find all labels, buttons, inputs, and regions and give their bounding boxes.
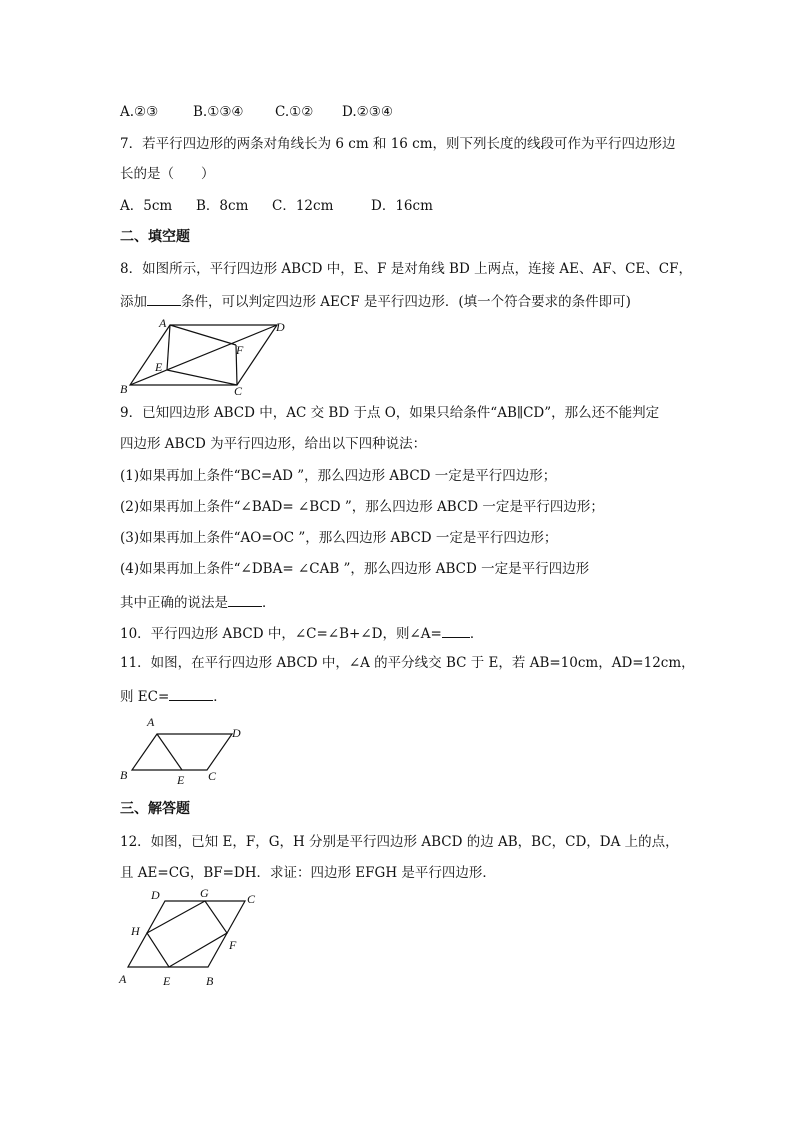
q11-answer-blank[interactable]: [169, 686, 213, 701]
q9-line1: 9．已知四边形 ABCD 中，AC 交 BD 于点 O，如果只给条件“AB∥CD”，那么还不能判定: [120, 405, 660, 421]
q8-label-e: E: [155, 360, 163, 374]
q11-label-d: D: [232, 726, 241, 740]
q9-answer-blank[interactable]: [228, 592, 262, 607]
q8-label-b: B: [120, 382, 128, 396]
q8-segment-ae: [167, 325, 170, 370]
q7-option-b: B．8cm: [196, 198, 249, 214]
q12-label-a: A: [119, 972, 127, 986]
q12-label-f: F: [229, 938, 237, 952]
q8-label-f: F: [236, 343, 244, 357]
q6-options: [120, 103, 393, 121]
q7-option-d: D．16cm: [371, 198, 433, 214]
q12-line2: 且 AE=CG，BF=DH．求证：四边形 EFGH 是平行四边形．: [120, 865, 496, 881]
q6-option-d: D.②③④: [342, 104, 393, 120]
q9-ask: [120, 592, 276, 612]
q12-label-d: D: [151, 888, 160, 902]
section-fill-in-heading: 二、填空题: [120, 229, 190, 245]
q11-figure: [115, 712, 275, 787]
q8-line2: [120, 291, 631, 311]
q8-figure: [115, 315, 295, 400]
q9-statement-2: (2)如果再加上条件“∠BAD= ∠BCD ”，那么四边形 ABCD 一定是平行四边形；: [120, 499, 604, 515]
q11-label-a: A: [147, 715, 155, 729]
q10-answer-blank[interactable]: [442, 623, 470, 638]
q9-statement-4: (4)如果再加上条件“∠DBA= ∠CAB ”，那么四边形 ABCD 一定是平行四边形: [120, 561, 590, 577]
q10-text: 10．平行四边形 ABCD 中，∠C=∠B+∠D，则∠A=: [120, 626, 442, 642]
q11-text-before: 则 EC=: [120, 689, 170, 705]
q11-text-after: ．: [213, 689, 227, 705]
q8-segment-ce: [167, 370, 237, 385]
q11-line1: 11．如图，在平行四边形 ABCD 中，∠A 的平分线交 BC 于 E，若 AB=10cm，AD=12cm，: [120, 655, 695, 671]
q11-line2: [120, 686, 227, 706]
q7-line2: 长的是（ ）: [120, 166, 215, 182]
q9-statement-1: (1)如果再加上条件“BC=AD ”，那么四边形 ABCD 一定是平行四边形；: [120, 468, 557, 484]
q8-label-c: C: [234, 384, 243, 398]
q12-label-e: E: [163, 974, 171, 988]
q7-options: [120, 197, 433, 215]
q8-line1: 8．如图所示，平行四边形 ABCD 中，E、F 是对角线 BD 上两点，连接 AE、AF、CE、CF，: [120, 261, 692, 277]
q12-label-g: G: [200, 886, 209, 900]
q11-parallelogram: [132, 734, 232, 770]
q11-label-c: C: [208, 769, 217, 783]
q12-label-b: B: [206, 974, 214, 988]
q7-option-c: C．12cm: [272, 198, 334, 214]
q11-bisector-ae: [157, 734, 182, 770]
section-answer-heading: 三、解答题: [120, 801, 190, 817]
q8-text-after: 条件，可以判定四边形 AECF 是平行四边形．(填一个符合要求的条件即可): [181, 294, 631, 310]
q12-label-h: H: [131, 924, 140, 938]
q6-option-b: B.①③④: [193, 104, 244, 120]
q11-label-b: B: [120, 768, 128, 782]
q12-line1: 12．如图，已知 E，F，G，H 分别是平行四边形 ABCD 的边 AB，BC，CD，DA 上的点，: [120, 834, 679, 850]
q7-line1: 7．若平行四边形的两条对角线长为 6 cm 和 16 cm，则下列长度的线段可作为平行四边形边: [120, 136, 676, 152]
q8-label-d: D: [276, 320, 285, 334]
q9-ask-text: 其中正确的说法是: [120, 595, 228, 611]
q12-label-c: C: [247, 892, 256, 906]
q7-option-a: A．5cm: [120, 198, 173, 214]
q8-text-before: 添加: [120, 294, 147, 310]
q6-option-c: C.①②: [275, 104, 314, 120]
q6-option-a: A.②③: [120, 104, 159, 120]
q12-figure: [115, 885, 275, 995]
q9-ask-after: ．: [262, 595, 276, 611]
q9-line2: 四边形 ABCD 为平行四边形，给出以下四种说法：: [120, 436, 427, 452]
q8-label-a: A: [159, 316, 167, 330]
q11-label-e: E: [177, 773, 185, 787]
q8-segment-af: [170, 325, 236, 345]
q10-line: [120, 623, 483, 643]
q9-statement-3: (3)如果再加上条件“AO=OC ”，那么四边形 ABCD 一定是平行四边形；: [120, 530, 558, 546]
q8-answer-blank[interactable]: [147, 291, 181, 306]
q10-text-after: ．: [469, 626, 484, 642]
q8-diagonal-bd: [130, 325, 277, 385]
